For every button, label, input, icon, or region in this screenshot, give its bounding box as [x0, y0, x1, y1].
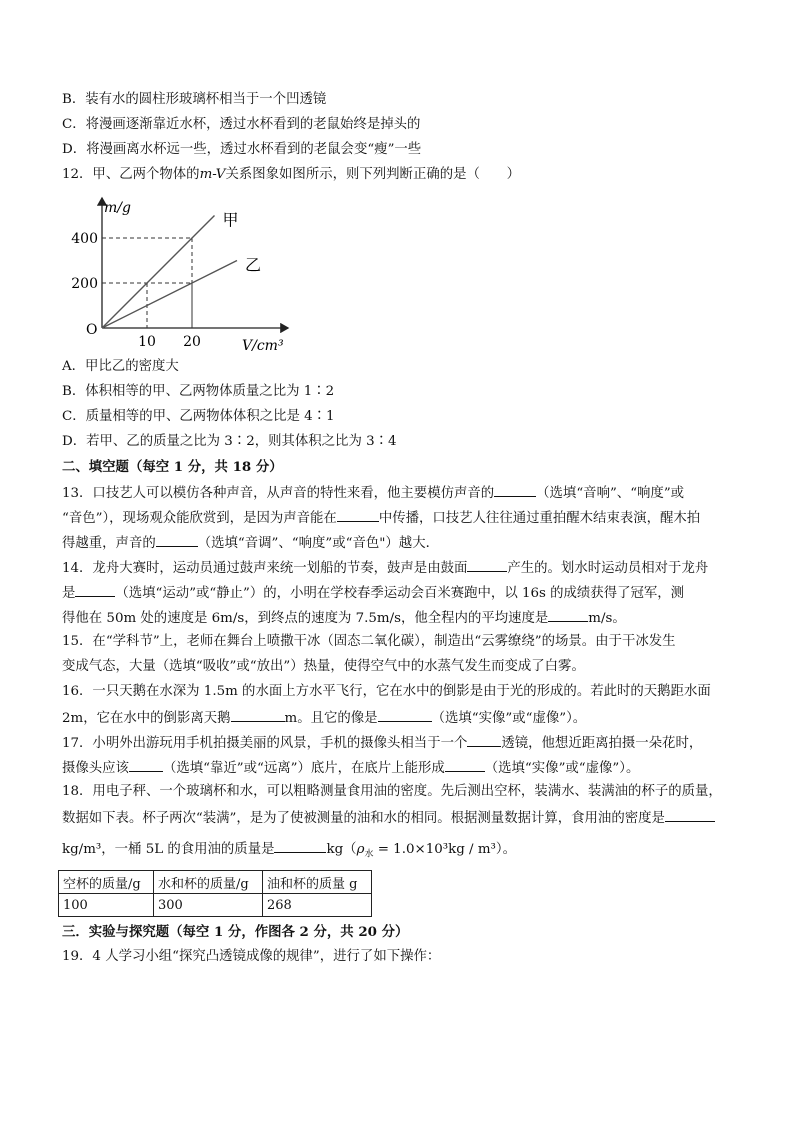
q11-option-b: B．装有水的圆柱形玻璃杯相当于一个凹透镜	[62, 92, 327, 107]
q17-line-2	[62, 757, 639, 779]
q16-text-2c: （选填“实像”或“虚像”）。	[431, 711, 587, 726]
q14-blank-3[interactable]	[548, 607, 588, 622]
q15-line-2: 变成气态，大量（选填“吸收”或“放出”）热量，使得空气中的水蒸气发生而变成了白雾。	[62, 659, 585, 674]
q12-stem	[62, 165, 520, 185]
q14-text-2a: 是	[62, 586, 76, 601]
q16-line-1: 16．一只天鹅在水深为 1.5m 的水面上方水平飞行，它在水中的倒影是由于光的形成的。若此时的天鹅距水面	[62, 684, 711, 699]
series-line-yi	[102, 261, 237, 329]
q16-blank-2[interactable]	[378, 707, 432, 722]
q18-text-3a: kg/m³，一桶 5L 的食用油的质量是	[62, 842, 275, 857]
q13-line-2	[62, 507, 700, 529]
q13-text-3b: （选填“音调”、“响度”或“音色"）越大．	[197, 536, 439, 551]
x-axis-label: V/cm³	[242, 338, 284, 354]
table-header-cell: 油和杯的质量 g	[263, 871, 372, 894]
q13-blank-2[interactable]	[337, 507, 379, 522]
y-tick-label: 400	[71, 231, 98, 247]
table-header-row	[59, 871, 372, 894]
q17-blank-1[interactable]	[467, 732, 501, 747]
q18-text-3c: ）。	[495, 842, 516, 857]
q17-text-1a: 17．小明外出游玩用手机拍摄美丽的风景，手机的摄像头相当于一个	[62, 736, 468, 751]
q12-option-b: B．体积相等的甲、乙两物体质量之比为 1∶2	[62, 384, 335, 399]
rho-symbol: ρ	[356, 842, 365, 857]
q17-text-1b: 透镜，他想近距离拍摄一朵花时，	[501, 736, 703, 751]
series-line-jia	[102, 216, 215, 329]
series-label-jia: 甲	[222, 210, 239, 230]
q14-text-1b: 产生的。划水时运动员相对于龙舟	[507, 561, 709, 576]
q14-text-1a: 14．龙舟大赛时，运动员通过鼓声来统一划船的节奏，鼓声是由鼓面	[62, 561, 468, 576]
table-cell: 300	[154, 894, 263, 917]
x-tick-label: 20	[183, 334, 201, 350]
q16-text-2a: 2m，它在水中的倒影离天鹅	[62, 711, 231, 726]
q14-text-2b: （选填“运动”或“静止”）的，小明在学校春季运动会百米赛跑中，以 16s 的成绩获得了冠军，测	[115, 586, 685, 601]
q14-line-3	[62, 607, 626, 629]
q13-text-3a: 得越重，声音的	[62, 536, 156, 551]
origin-label: O	[86, 322, 98, 338]
water-density-formula: = 1.0×10³kg / m³	[373, 842, 496, 857]
q13-text-1a: 13．口技艺人可以模仿各种声音，从声音的特性来看，他主要模仿声音的	[62, 486, 495, 501]
q17-text-2a: 摄像头应该	[62, 761, 129, 776]
series-lines	[102, 211, 261, 329]
q14-text-3a: 得他在 50m 处的速度是 6m/s，到终点的速度为 7.5m/s，他全程内的平均速度是	[62, 611, 549, 626]
q13-text-2b: 中传播，口技艺人往往通过重拍醒木结束表演，醒木拍	[378, 511, 701, 526]
y-tick-label: 200	[71, 276, 98, 292]
section-2-title: 二、填空题（每空 1 分，共 18 分）	[62, 459, 283, 475]
q14-text-3b: m/s。	[588, 611, 626, 626]
mass-table	[58, 870, 372, 917]
q15-line-1: 15．在“学科节”上，老师在舞台上喷撒干冰（固态二氧化碳），制造出“云雾缭绕”的场景。由于干冰发生	[62, 634, 676, 649]
q12-stem-variable: m-V	[199, 167, 226, 182]
q16-line-2	[62, 707, 586, 729]
table-cell: 100	[59, 894, 154, 917]
q14-line-2	[62, 582, 684, 604]
q16-text-2b: m。且它的像是	[284, 711, 378, 726]
y-axis-label: m/g	[104, 200, 131, 216]
q12-option-a: A．甲比乙的密度大	[62, 359, 179, 374]
q13-blank-1[interactable]	[494, 482, 536, 497]
table-cell: 268	[263, 894, 372, 917]
q16-blank-1[interactable]	[231, 707, 285, 722]
q18-text-3b: kg（	[326, 842, 357, 857]
section-3-title: 三．实验与探究题（每空 1 分，作图各 2 分，共 20 分）	[62, 924, 409, 940]
q11-option-c: C．将漫画逐渐靠近水杯，透过水杯看到的老鼠始终是掉头的	[62, 117, 421, 132]
q18-line-3	[62, 838, 516, 865]
q19-text: 19．4 人学习小组“探究凸透镜成像的规律”，进行了如下操作：	[62, 949, 441, 964]
q18-blank-2[interactable]	[274, 838, 326, 853]
q17-text-2c: （选填“实像”或“虚像”）。	[484, 761, 640, 776]
q18-blank-1[interactable]	[665, 807, 715, 822]
x-tick-label: 10	[138, 334, 156, 350]
q12-stem-part1: 12．甲、乙两个物体的	[62, 167, 200, 182]
table-header-cell: 空杯的质量/g	[59, 871, 154, 894]
q14-blank-1[interactable]	[467, 557, 507, 572]
series-label-yi: 乙	[245, 255, 262, 275]
q17-text-2b: （选填“靠近”或“远离”）底片，在底片上能形成	[162, 761, 445, 776]
q17-blank-2[interactable]	[129, 757, 163, 772]
q13-blank-3[interactable]	[156, 532, 198, 547]
q13-line-3	[62, 532, 439, 554]
q18-text-2a: 数据如下表。杯子两次“装满”，是为了使被测量的油和水的相同。根据测量数据计算，食用油的密度是	[62, 811, 665, 826]
q18-line-1: 18．用电子秤、一个玻璃杯和水，可以粗略测量食用油的密度。先后测出空杯，装满水、装满油的杯子的质量，	[62, 784, 722, 799]
mv-graph	[62, 192, 302, 354]
q12-stem-part2: 关系图象如图所示，则下列判断正确的是（ ）	[225, 167, 521, 182]
table-row	[59, 894, 372, 917]
q13-line-1	[62, 482, 684, 504]
table-header-cell: 水和杯的质量/g	[154, 871, 263, 894]
q13-text-1b: （选填“音响”、“响度”或	[536, 486, 685, 501]
rho-subscript: 水	[364, 849, 374, 860]
q17-blank-3[interactable]	[445, 757, 485, 772]
q12-option-c: C．质量相等的甲、乙两物体体积之比是 4∶1	[62, 409, 335, 424]
q14-line-1	[62, 557, 708, 579]
q17-line-1	[62, 732, 702, 754]
q13-text-2a: “音色”），现场观众能欣赏到，是因为声音能在	[62, 511, 337, 526]
q14-blank-2[interactable]	[75, 582, 115, 597]
q11-option-d: D．将漫画离水杯远一些，透过水杯看到的老鼠会变“瘦”一些	[62, 142, 422, 157]
q12-option-d: D．若甲、乙的质量之比为 3∶2，则其体积之比为 3∶4	[62, 434, 397, 449]
q18-line-2	[62, 807, 715, 829]
